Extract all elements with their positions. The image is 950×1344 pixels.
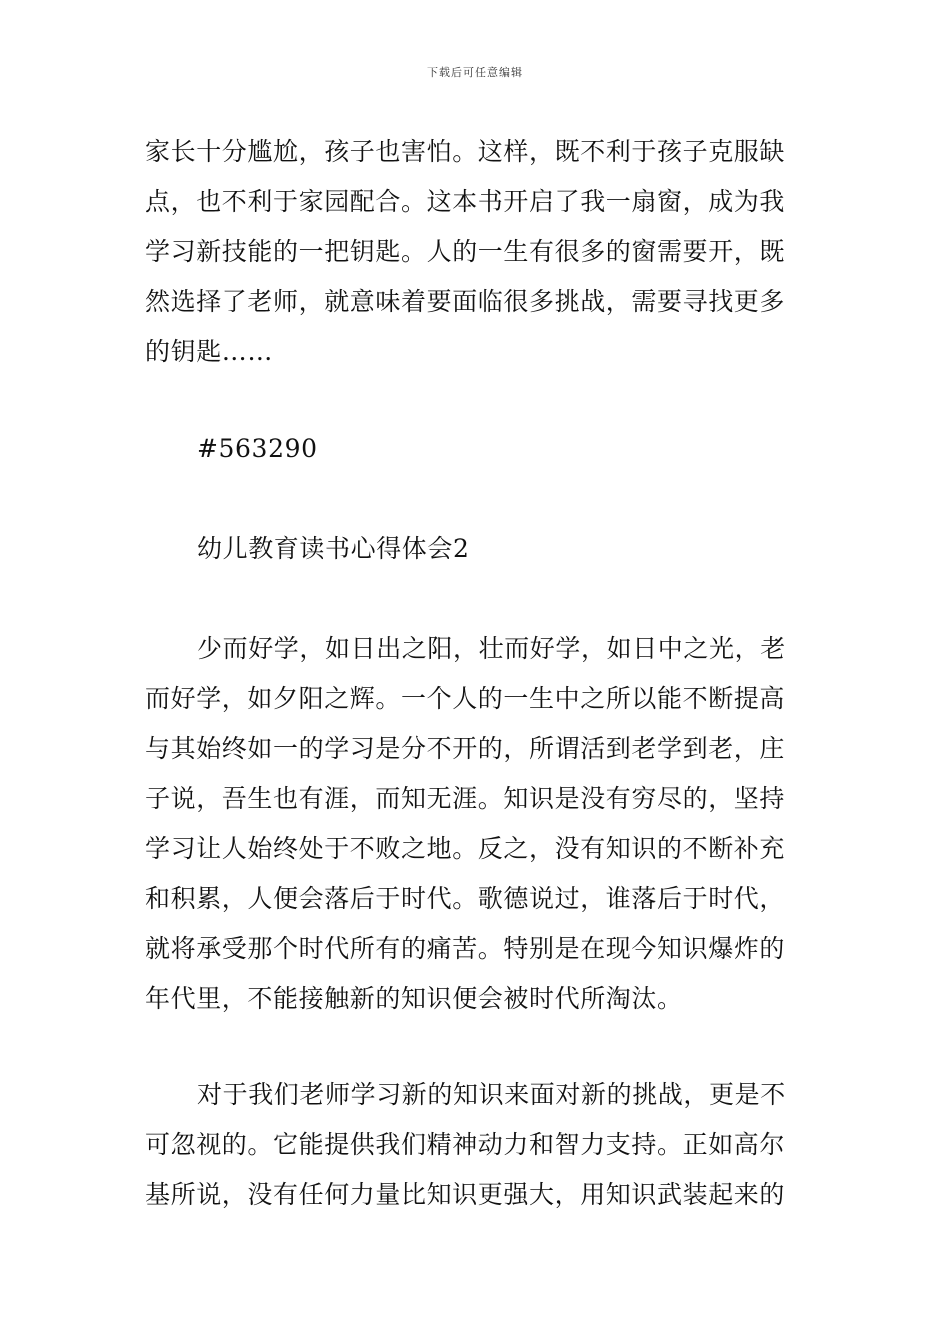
paragraph-teachers [145, 1070, 815, 1220]
paragraph-line: 家长十分尴尬，孩子也害怕。这样，既不利于孩子克服缺 [145, 137, 786, 166]
paragraph-learning [145, 624, 815, 1024]
section-title: 幼儿教育读书心得体会2 [197, 534, 470, 563]
paragraph-line: 少而好学，如日出之阳，壮而好学，如日中之光，老 [197, 634, 786, 663]
section-title-block [145, 524, 815, 574]
paragraph-line: 就将承受那个时代所有的痛苦。特别是在现今知识爆炸的 [145, 934, 786, 963]
paragraph-line: 基所说，没有任何力量比知识更强大，用知识武装起来的 [145, 1180, 786, 1209]
paragraph-line: 子说，吾生也有涯，而知无涯。知识是没有穷尽的，坚持 [145, 784, 786, 813]
paragraph-line: 年代里，不能接触新的知识便会被时代所淘汰。 [145, 984, 683, 1013]
paragraph-line: 可忽视的。它能提供我们精神动力和智力支持。正如高尔 [145, 1130, 786, 1159]
paragraph-line: 对于我们老师学习新的知识来面对新的挑战，更是不 [197, 1080, 786, 1109]
paragraph-line: 学习让人始终处于不败之地。反之，没有知识的不断补充 [145, 834, 786, 863]
paragraph-line: 学习新技能的一把钥匙。人的一生有很多的窗需要开，既 [145, 237, 786, 266]
doc-id-block [145, 424, 815, 474]
paragraph-line: 和积累，人便会落后于时代。歌德说过，谁落后于时代， [145, 884, 786, 913]
paragraph-line: 的钥匙…… [145, 337, 274, 366]
doc-id: #563290 [197, 434, 318, 463]
paragraph-line: 而好学，如夕阳之辉。一个人的一生中之所以能不断提高 [145, 684, 786, 713]
paragraph-line: 点，也不利于家园配合。这本书开启了我一扇窗，成为我 [145, 187, 786, 216]
page-header: 下载后可任意编辑 [427, 66, 523, 79]
paragraph-line: 与其始终如一的学习是分不开的，所谓活到老学到老，庄 [145, 734, 786, 763]
paragraph-continuation [145, 127, 815, 377]
paragraph-line: 然选择了老师，就意味着要面临很多挑战，需要寻找更多 [145, 287, 786, 316]
